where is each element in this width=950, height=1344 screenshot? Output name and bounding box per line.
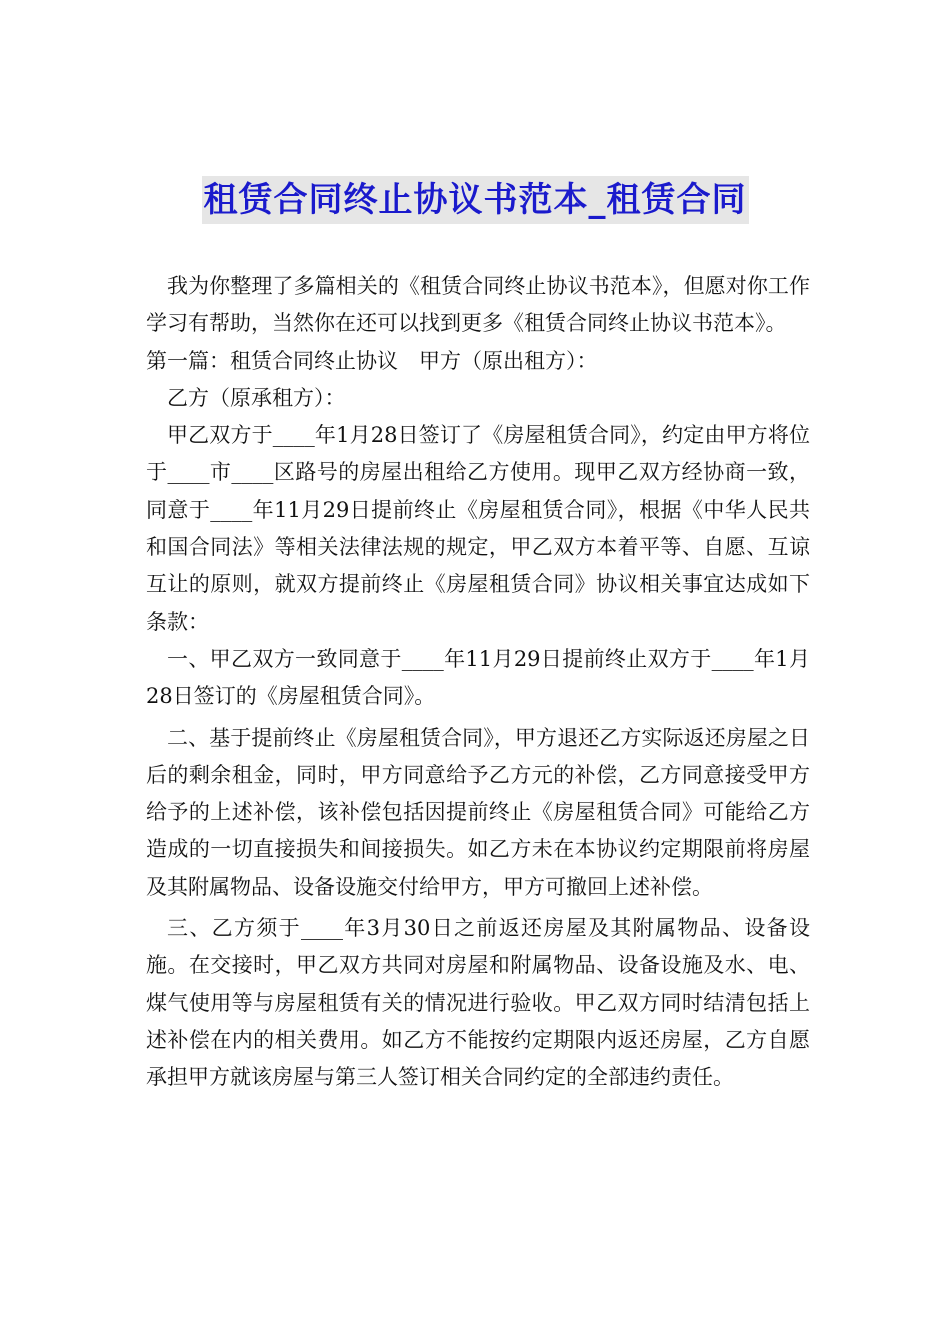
document-title: 租赁合同终止协议书范本_租赁合同 [202, 176, 749, 224]
intro-paragraph: 我为你整理了多篇相关的《租赁合同终止协议书范本》，但愿对你工作学习有帮助，当然你在还可以找到更多《租赁合同终止协议书范本》。 [146, 274, 810, 336]
party-b-line: 乙方（原承租方）： [167, 385, 346, 410]
clause-2: 二、基于提前终止《房屋租赁合同》，甲方退还乙方实际返还房屋之日后的剩余租金，同时，甲方同意给予乙方元的补偿，乙方同意接受甲方给予的上述补偿，该补偿包括因提前终止《房屋租赁合同》可能给乙方造成的一切直接损失和间接损失。如乙方未在本协议约定期限前将房屋及其附属物品、设备设施交付给甲方，甲方可撤回上述补偿。 [146, 725, 810, 899]
clause-1: 一、甲乙双方一致同意于____年11月29日提前终止双方于____年1月28日签订的《房屋租赁合同》。 [146, 646, 810, 709]
title-container [0, 176, 950, 224]
preamble-paragraph: 甲乙双方于____年1月28日签订了《房屋租赁合同》，约定由甲方将位于____市____区路号的房屋出租给乙方使用。现甲乙双方经协商一致，同意于____年11月29日提前终止《房屋租赁合同》，根据《中华人民共和国合同法》等相关法律法规的规定，甲乙双方本着平等、自愿、互谅互让的原则，就双方提前终止《房屋租赁合同》协议相关事宜达成如下条款： [146, 423, 810, 634]
document-body [146, 268, 810, 1097]
clause-3: 三、乙方须于____年3月30日之前返还房屋及其附属物品、设备设施。在交接时，甲乙双方共同对房屋和附属物品、设备设施及水、电、煤气使用等与房屋租赁有关的情况进行验收。甲乙双方同时结清包括上述补偿在内的相关费用。如乙方不能按约定期限内返还房屋，乙方自愿承担甲方就该房屋与第三人签订相关合同约定的全部违约责任。 [146, 916, 810, 1090]
section-heading: 第一篇：租赁合同终止协议 甲方（原出租方）： [146, 348, 598, 373]
